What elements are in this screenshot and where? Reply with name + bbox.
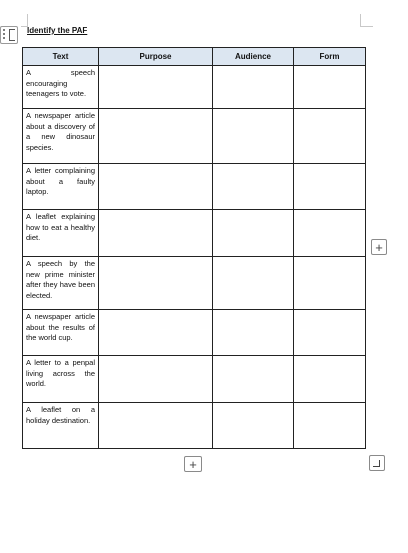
table-row (23, 109, 366, 164)
header-purpose: Purpose (99, 48, 213, 66)
purpose-cell[interactable] (99, 66, 213, 109)
form-cell[interactable] (294, 164, 366, 210)
form-cell[interactable] (294, 356, 366, 403)
table-header-row (23, 48, 366, 66)
table-row (23, 356, 366, 403)
purpose-cell[interactable] (99, 356, 213, 403)
form-cell[interactable] (294, 210, 366, 257)
text-cell[interactable]: A newspaper article about the results of the world cup. (23, 310, 99, 356)
audience-cell[interactable] (213, 109, 294, 164)
table-row (23, 403, 366, 449)
purpose-cell[interactable] (99, 257, 213, 310)
form-cell[interactable] (294, 257, 366, 310)
purpose-cell[interactable] (99, 403, 213, 449)
add-row-button[interactable] (184, 456, 202, 472)
text-cell[interactable]: A letter to a penpal living across the world. (23, 356, 99, 403)
text-cell[interactable]: A newspaper article about a discovery of a new dinosaur species. (23, 109, 99, 164)
table-row (23, 164, 366, 210)
audience-cell[interactable] (213, 210, 294, 257)
text-cell[interactable]: A leaflet explaining how to eat a healthy diet. (23, 210, 99, 257)
table-move-handle[interactable] (0, 26, 18, 44)
table-resize-handle[interactable] (369, 455, 385, 471)
audience-cell[interactable] (213, 403, 294, 449)
text-cell[interactable]: A speech by the new prime minister after they have been elected. (23, 257, 99, 310)
form-cell[interactable] (294, 310, 366, 356)
purpose-cell[interactable] (99, 109, 213, 164)
text-cell[interactable]: A speech encouraging teenagers to vote. (23, 66, 99, 109)
paf-table (22, 47, 366, 449)
table-move-handle-icon (3, 29, 7, 41)
audience-cell[interactable] (213, 66, 294, 109)
audience-cell[interactable] (213, 257, 294, 310)
text-cell[interactable]: A letter complaining about a faulty laptop. (23, 164, 99, 210)
table-row (23, 210, 366, 257)
audience-cell[interactable] (213, 164, 294, 210)
add-column-button[interactable] (371, 239, 387, 255)
table-row (23, 66, 366, 109)
plus-icon: + (189, 456, 197, 472)
resize-corner-icon (373, 460, 380, 467)
margin-corner-mark-right (360, 14, 373, 27)
purpose-cell[interactable] (99, 210, 213, 257)
header-text: Text (23, 48, 99, 66)
audience-cell[interactable] (213, 310, 294, 356)
plus-icon: + (375, 239, 383, 255)
header-form: Form (294, 48, 366, 66)
header-audience: Audience (213, 48, 294, 66)
purpose-cell[interactable] (99, 310, 213, 356)
document-title: Identify the PAF (27, 26, 88, 35)
text-cell[interactable]: A leaflet on a holiday destination. (23, 403, 99, 449)
purpose-cell[interactable] (99, 164, 213, 210)
audience-cell[interactable] (213, 356, 294, 403)
form-cell[interactable] (294, 109, 366, 164)
form-cell[interactable] (294, 403, 366, 449)
table-row (23, 257, 366, 310)
form-cell[interactable] (294, 66, 366, 109)
table-row (23, 310, 366, 356)
